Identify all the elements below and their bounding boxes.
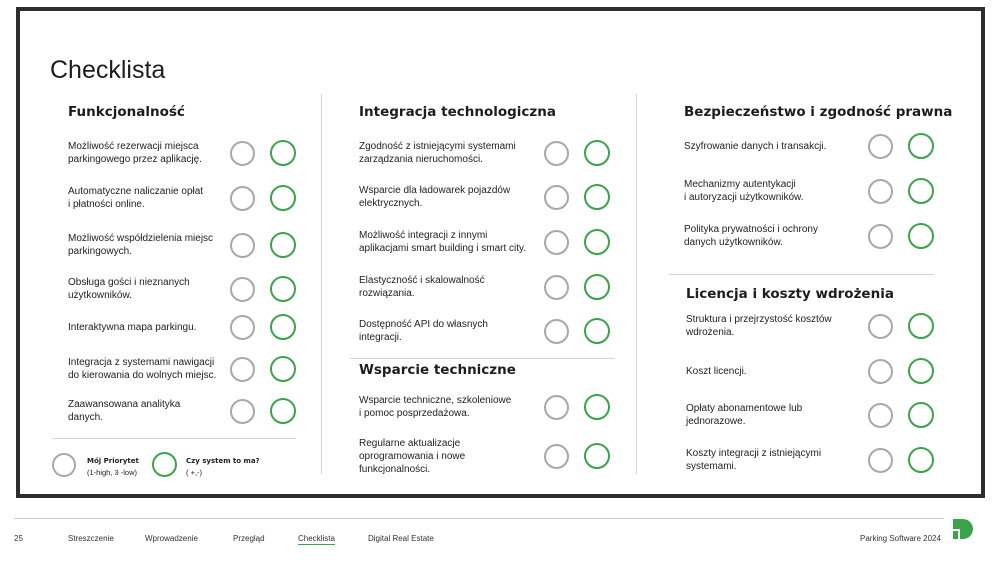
checklist-item-label: Obsługa gości i nieznanych użytkowników. <box>68 277 190 301</box>
priority-circle[interactable] <box>230 277 255 302</box>
priority-circle[interactable] <box>868 359 893 384</box>
has-feature-circle[interactable] <box>908 447 934 473</box>
checklist-item-label: Regularne aktualizacje oprogramowania i nowe funkcjonalności. <box>359 437 466 475</box>
priority-circle[interactable] <box>868 179 893 204</box>
priority-legend-text <box>87 455 139 478</box>
priority-legend-desc: (1-high, 3 -low) <box>87 468 138 477</box>
nav-checklista-active[interactable]: Checklista <box>298 534 335 543</box>
footer-line <box>14 518 944 519</box>
priority-legend-title: Mój Priorytet <box>87 457 139 465</box>
priority-circle[interactable] <box>868 448 893 473</box>
priority-circle[interactable] <box>544 444 569 469</box>
priority-circle[interactable] <box>544 275 569 300</box>
checklist-item-label: Elastyczność i skalowalność rozwiązania. <box>359 275 485 299</box>
nav-przeglad[interactable]: Przegląd <box>233 534 265 543</box>
checklist-item-label: Koszt licencji. <box>686 365 747 377</box>
has-feature-circle[interactable] <box>270 398 296 424</box>
priority-circle[interactable] <box>230 315 255 340</box>
heading-wsparcie: Wsparcie techniczne <box>359 362 516 378</box>
heading-bezpieczenstwo: Bezpieczeństwo i zgodność prawna <box>684 104 953 120</box>
checklist-item-label: Możliwość integracji z innymi aplikacjami smart building i smart city. <box>359 230 527 254</box>
has-feature-circle[interactable] <box>584 318 610 344</box>
page-title: Checklista <box>50 56 166 84</box>
priority-circle[interactable] <box>544 395 569 420</box>
priority-circle[interactable] <box>230 233 255 258</box>
priority-circle[interactable] <box>230 141 255 166</box>
priority-legend-circle <box>52 453 76 477</box>
column-divider <box>321 94 322 474</box>
has-feature-circle[interactable] <box>584 394 610 420</box>
checklist-item-label: Integracja z systemami nawigacji do kierowania do wolnych miejsc. <box>68 357 217 381</box>
priority-circle[interactable] <box>544 230 569 255</box>
checklist-item-label: Możliwość rezerwacji miejsca parkingowego przez aplikację. <box>68 141 202 165</box>
checklist-item-label: Interaktywna mapa parkingu. <box>68 321 197 333</box>
checklist-item-label: Wsparcie techniczne, szkoleniowe i pomoc posprzedażowa. <box>359 395 512 419</box>
has-feature-circle[interactable] <box>584 184 610 210</box>
legend-separator <box>52 438 296 439</box>
priority-circle[interactable] <box>230 357 255 382</box>
checklist-item-label: Opłaty abonamentowe lub jednorazowe. <box>686 403 803 427</box>
priority-circle[interactable] <box>544 185 569 210</box>
nav-wprowadzenie[interactable]: Wprowadzenie <box>145 534 198 543</box>
checklist-item-label: Struktura i przejrzystość kosztów wdrożenia. <box>686 314 832 338</box>
priority-circle[interactable] <box>230 399 255 424</box>
has-feature-circle[interactable] <box>270 276 296 302</box>
priority-circle[interactable] <box>544 319 569 344</box>
has-feature-circle[interactable] <box>908 313 934 339</box>
has-feature-circle[interactable] <box>584 140 610 166</box>
checklist-item-label: Możliwość współdzielenia miejsc parkingowych. <box>68 233 214 257</box>
priority-circle[interactable] <box>230 186 255 211</box>
checklist-item-label: Koszty integracji z istniejącymi systemami. <box>686 448 822 472</box>
checklist-item-label: Polityka prywatności i ochrony danych użytkowników. <box>684 224 818 248</box>
has-legend-text <box>186 455 260 478</box>
has-feature-circle[interactable] <box>908 358 934 384</box>
has-legend-circle <box>152 452 177 477</box>
checklist-item-label: Automatyczne naliczanie opłat i płatności online. <box>68 186 204 210</box>
has-legend-title: Czy system to ma? <box>186 457 260 465</box>
has-feature-circle[interactable] <box>270 140 296 166</box>
has-feature-circle[interactable] <box>270 356 296 382</box>
has-feature-circle[interactable] <box>584 274 610 300</box>
has-feature-circle[interactable] <box>908 178 934 204</box>
priority-circle[interactable] <box>544 141 569 166</box>
checklist-item-label: Wsparcie dla ładowarek pojazdów elektrycznych. <box>359 185 511 209</box>
checklist-item-label: Dostępność API do własnych integracji. <box>359 319 488 343</box>
has-feature-circle[interactable] <box>908 402 934 428</box>
priority-circle[interactable] <box>868 314 893 339</box>
priority-circle[interactable] <box>868 134 893 159</box>
checklist-item-label: Szyfrowanie danych i transakcji. <box>684 140 827 152</box>
has-feature-circle[interactable] <box>270 314 296 340</box>
heading-funkcjonalnosc: Funkcjonalność <box>68 104 185 120</box>
footer-brand: Parking Software 2024 <box>860 534 941 543</box>
priority-circle[interactable] <box>868 224 893 249</box>
has-feature-circle[interactable] <box>270 185 296 211</box>
checklist-item-label: Zgodność z istniejącymi systemami zarządzania nieruchomości. <box>359 141 516 165</box>
has-feature-circle[interactable] <box>584 229 610 255</box>
heading-integracja: Integracja technologiczna <box>359 104 556 120</box>
has-feature-circle[interactable] <box>584 443 610 469</box>
has-feature-circle[interactable] <box>908 223 934 249</box>
has-feature-circle[interactable] <box>908 133 934 159</box>
nav-streszczenie[interactable]: Streszczenie <box>68 534 114 543</box>
logo-icon <box>951 517 975 541</box>
priority-circle[interactable] <box>868 403 893 428</box>
checklist-item-label: Zaawansowana analityka danych. <box>68 399 181 423</box>
has-feature-circle[interactable] <box>270 232 296 258</box>
section-separator <box>350 358 615 359</box>
heading-licencja: Licencja i koszty wdrożenia <box>686 286 894 302</box>
page-number: 25 <box>14 534 23 543</box>
column-divider <box>636 94 637 474</box>
has-legend-desc: ( +,-) <box>186 468 203 477</box>
section-separator <box>669 274 934 275</box>
nav-digital-real-estate[interactable]: Digital Real Estate <box>368 534 434 543</box>
checklist-item-label: Mechanizmy autentykacji i autoryzacji użytkowników. <box>684 179 804 203</box>
